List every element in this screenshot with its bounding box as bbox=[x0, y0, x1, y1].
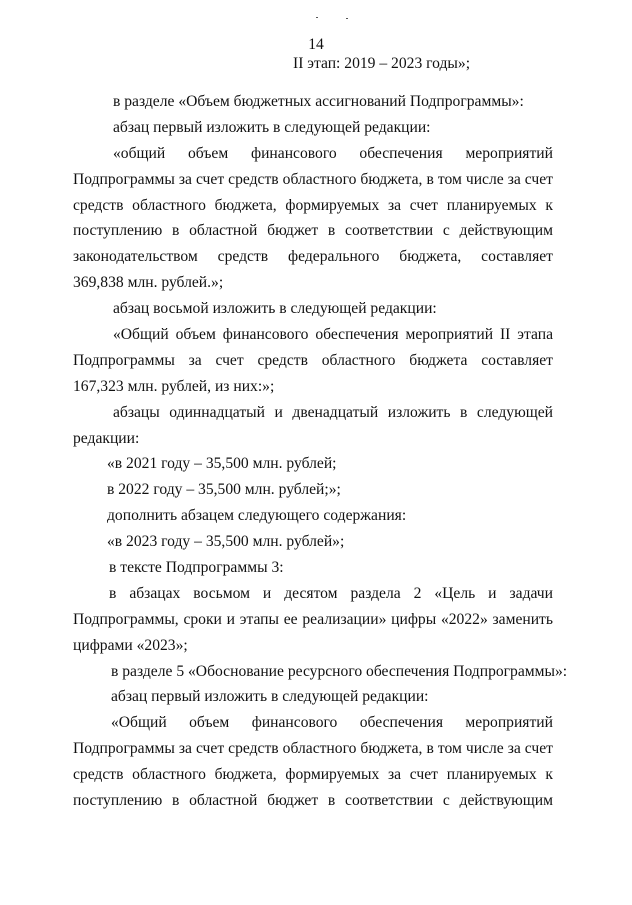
paragraph-line: цифрами «2023»; bbox=[73, 636, 188, 654]
paragraph-line: 369,838 млн. рублей.»; bbox=[73, 274, 224, 292]
paragraph-line: в тексте Подпрограммы 3: bbox=[109, 559, 284, 577]
paragraph-line: абзац первый изложить в следующей редакции: bbox=[111, 688, 429, 706]
paragraph-line: «Общий объем финансового обеспечения мероприятий bbox=[111, 714, 553, 732]
paragraph-line: «общий объем финансового обеспечения мероприятий bbox=[113, 144, 553, 162]
scan-speck bbox=[346, 18, 348, 19]
paragraph-line: Подпрограммы, сроки и этапы ее реализации» цифры «2022» заменить bbox=[73, 610, 553, 628]
stage-line: II этап: 2019 – 2023 годы»; bbox=[293, 55, 471, 72]
paragraph-line: Подпрограммы за счет средств областного бюджета составляет bbox=[73, 351, 553, 369]
paragraph-line: дополнить абзацем следующего содержания: bbox=[107, 507, 407, 525]
paragraph-line: абзацы одиннадцатый и двенадцатый изложить в следующей bbox=[113, 403, 553, 421]
paragraph-line: Подпрограммы за счет средств областного бюджета, в том числе за счет bbox=[73, 740, 553, 758]
paragraph-line: в 2022 году – 35,500 млн. рублей;»; bbox=[107, 481, 341, 499]
paragraph-line: в абзацах восьмом и десятом раздела 2 «Цель и задачи bbox=[109, 584, 553, 602]
paragraph-line: абзац восьмой изложить в следующей редакции: bbox=[113, 300, 437, 318]
paragraph-line: абзац первый изложить в следующей редакции: bbox=[113, 118, 431, 136]
document-body bbox=[73, 89, 568, 814]
paragraph-line: редакции: bbox=[73, 429, 140, 447]
paragraph-line: 167,323 млн. рублей, из них:»; bbox=[73, 377, 275, 395]
paragraph-line: «в 2021 году – 35,500 млн. рублей; bbox=[107, 455, 337, 473]
paragraph-line: в разделе 5 «Обоснование ресурсного обеспечения Подпрограммы»: bbox=[111, 662, 568, 680]
paragraph-line: «Общий объем финансового обеспечения мероприятий II этапа bbox=[113, 326, 553, 344]
paragraph-line: средств областного бюджета, формируемых за счет планируемых к bbox=[73, 766, 553, 784]
paragraph-line: поступлению в областной бюджет в соответствии с действующим bbox=[73, 222, 553, 240]
page-number: 14 bbox=[308, 36, 324, 53]
scan-speck bbox=[316, 17, 318, 18]
paragraph-line: законодательством средств федерального бюджета, составляет bbox=[73, 248, 553, 266]
paragraph-line: поступлению в областной бюджет в соответствии с действующим bbox=[73, 792, 553, 810]
paragraph-line: Подпрограммы за счет средств областного бюджета, в том числе за счет bbox=[73, 170, 553, 188]
paragraph-line: средств областного бюджета, формируемых за счет планируемых к bbox=[73, 196, 553, 214]
paragraph-line: «в 2023 году – 35,500 млн. рублей»; bbox=[107, 533, 345, 551]
paragraph-line: в разделе «Объем бюджетных ассигнований Подпрограммы»: bbox=[113, 93, 524, 110]
